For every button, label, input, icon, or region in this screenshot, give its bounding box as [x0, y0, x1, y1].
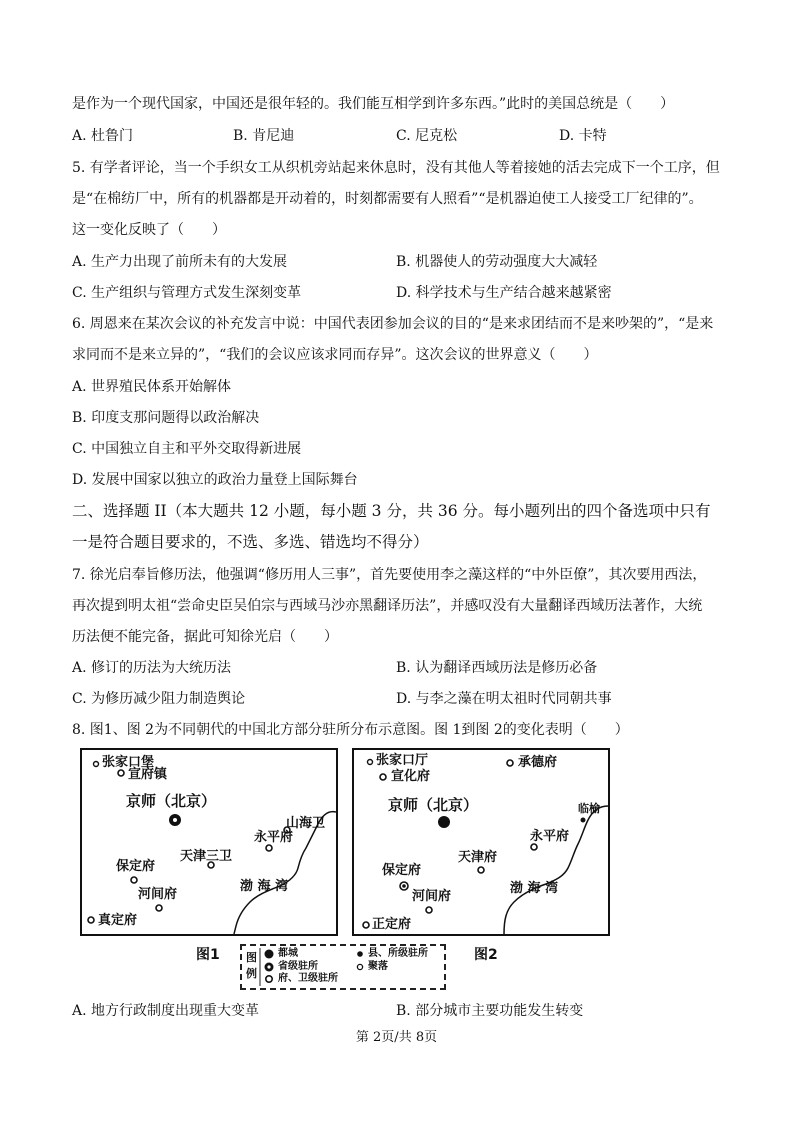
map1-label-xuanfuzhen: 宣府镇 [128, 767, 168, 782]
legend-item-settlement: 聚落 [368, 961, 388, 972]
q5-option-b: B. 机器使人的劳动强度大大减轻 [396, 254, 598, 270]
section-2-heading-2: 一是符合题目要求的，不选、多选、错选均不得分） [72, 533, 429, 551]
q6-option-c: C. 中国独立自主和平外交取得新进展 [72, 441, 302, 457]
q4-stem-end: 是作为一个现代国家，中国还是很年轻的。我们能互相学到许多东西。”此时的美国总统是（ ） [72, 96, 675, 112]
map1-label-jingshi: 京师（北京） [126, 792, 217, 810]
q6-option-b: B. 印度支那问题得以政治解决 [72, 410, 260, 426]
map-figure-2 [352, 748, 610, 936]
map2-label-bohaiwan: 渤 海 湾 [510, 881, 559, 896]
q7-option-d: D. 与李之藻在明太祖时代同朝共事 [396, 691, 612, 707]
q7-stem-2: 再次提到明太祖“尝命史臣吴伯宗与西域马沙亦黑翻译历法”，并感叹没有大量翻译西域历法著作，大统 [72, 598, 703, 614]
legend-title: 图例 [246, 951, 257, 980]
map1-label-shanhaiwei: 山海卫 [286, 816, 326, 831]
q7-option-a: A. 修订的历法为大统历法 [72, 660, 232, 676]
q4-option-a: A. 杜鲁门 [72, 128, 134, 144]
q4-option-c: C. 尼克松 [396, 128, 458, 144]
map1-label-tianjinsanwei: 天津三卫 [180, 849, 233, 864]
q6-option-a: A. 世界殖民体系开始解体 [72, 379, 232, 395]
map-legend [240, 944, 446, 990]
map2-label-xuanhuafu: 宣化府 [391, 769, 431, 784]
map1-caption: 图1 [196, 947, 220, 963]
q7-stem-3: 历法便不能完备，据此可知徐光启（ ） [72, 629, 338, 645]
q8-stem: 8. 图1、图 2为不同朝代的中国北方部分驻所分布示意图。图 1到图 2的变化表明（ ） [72, 722, 629, 738]
q8-option-a: A. 地方行政制度出现重大变革 [72, 1003, 260, 1019]
map2-caption: 图2 [474, 947, 498, 963]
q5-stem-3: 这一变化反映了（ ） [72, 222, 226, 238]
q7-option-b: B. 认为翻译西域历法是修历必备 [396, 660, 598, 676]
q4-option-b: B. 肯尼迪 [233, 128, 295, 144]
q5-stem-2: 是“在棉纺厂中，所有的机器都是开动着的，时刻都需要有人照看”“是机器迫使工人接受工厂纪律的”。 [72, 191, 703, 207]
map2-label-chengdefu: 承德府 [518, 755, 558, 770]
map2-label-baodingfu: 保定府 [382, 863, 422, 878]
map1-label-zhendingfu: 真定府 [98, 913, 138, 928]
map2-label-zhangjiakouting: 张家口厅 [376, 753, 429, 768]
q5-option-d: D. 科学技术与生产结合越来越紧密 [396, 285, 612, 301]
map1-label-hejianfu: 河间府 [138, 887, 178, 902]
q8-option-b: B. 部分城市主要功能发生转变 [396, 1003, 584, 1019]
q6-stem-2: 求同而不是来立异的”，“我们的会议应该求同而存异”。这次会议的世界意义（ ） [72, 347, 598, 363]
map1-label-yongpingfu: 永平府 [254, 830, 294, 845]
map1-label-bohaiwan: 渤 海 湾 [240, 879, 289, 894]
section-2-heading-1: 二、选择题 II（本大题共 12 小题，每小题 3 分，共 36 分。每小题列出的四个备选项中只有 [72, 502, 711, 520]
map1-label-baodingfu: 保定府 [116, 859, 156, 874]
map2-label-zhengdingfu: 正定府 [372, 917, 412, 932]
legend-item-capital: 都城 [278, 948, 298, 959]
map2-label-tianjinfu: 天津府 [458, 850, 498, 865]
q5-option-a: A. 生产力出现了前所未有的大发展 [72, 254, 288, 270]
q5-option-c: C. 生产组织与管理方式发生深刻变革 [72, 285, 302, 301]
map-figure-1 [80, 748, 338, 936]
legend-item-provincial: 省级驻所 [278, 961, 318, 972]
q5-stem-1: 5. 有学者评论，当一个手织女工从织机旁站起来休息时，没有其他人等着接她的活去完成下一个工序，但 [72, 160, 720, 176]
legend-item-prefecture: 府、卫级驻所 [278, 973, 338, 984]
q7-option-c: C. 为修历减少阻力制造舆论 [72, 691, 246, 707]
page-footer: 第 2页/共 8页 [355, 1030, 438, 1045]
legend-item-county: 县、所级驻所 [368, 948, 428, 959]
map2-label-hejianfu: 河间府 [412, 889, 452, 904]
map2-label-yongpingfu: 永平府 [530, 829, 570, 844]
q6-option-d: D. 发展中国家以独立的政治力量登上国际舞台 [72, 472, 358, 488]
q4-option-d: D. 卡特 [559, 128, 607, 144]
q6-stem-1: 6. 周恩来在某次会议的补充发言中说：中国代表团参加会议的目的“是来求团结而不是来吵架的”，“是来 [72, 316, 714, 332]
map2-label-linyu: 临榆 [578, 802, 600, 815]
coastline-1 [82, 750, 336, 934]
q7-stem-1: 7. 徐光启奉旨修历法，他强调“修历用人三事”，首先要使用李之藻这样的“中外臣僚”，其次要用西法， [72, 567, 707, 583]
map1-label-zhangjiakoubao: 张家口堡 [102, 755, 155, 770]
map2-label-jingshi: 京师（北京） [388, 796, 479, 814]
